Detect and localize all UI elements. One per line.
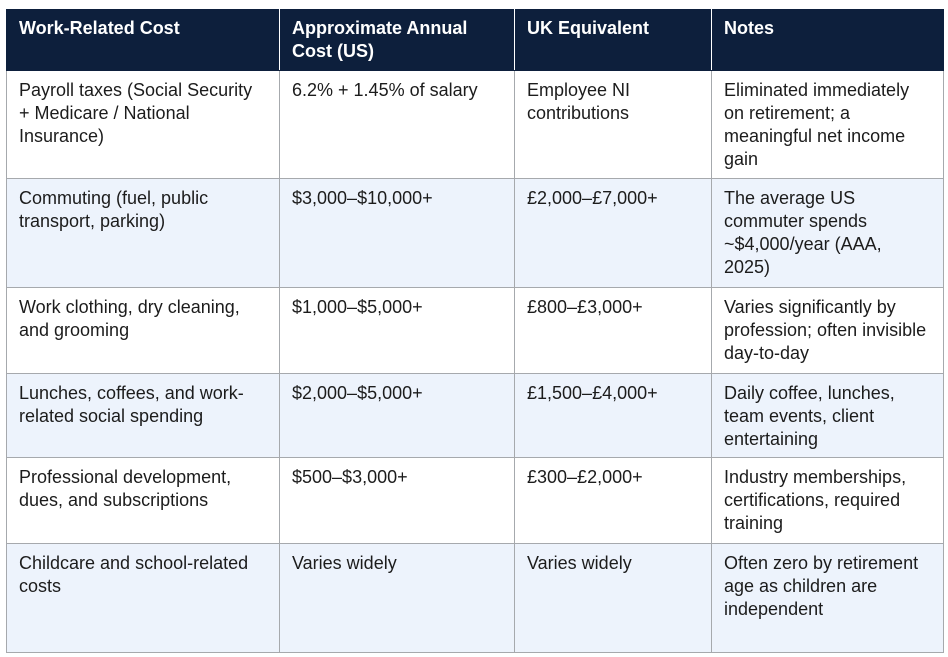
cell-notes: Industry memberships, certifications, required training — [712, 458, 944, 544]
cell-us-cost: $1,000–$5,000+ — [280, 288, 515, 374]
cell-us-cost: $500–$3,000+ — [280, 458, 515, 544]
table-row — [7, 288, 944, 374]
cell-uk-equivalent: Varies widely — [515, 544, 712, 653]
cell-cost: Payroll taxes (Social Security + Medicare / National Insurance) — [7, 71, 280, 179]
cell-cost: Work clothing, dry cleaning, and grooming — [7, 288, 280, 374]
cell-cost: Lunches, coffees, and work-related social spending — [7, 374, 280, 458]
cell-uk-equivalent: £300–£2,000+ — [515, 458, 712, 544]
cell-notes: Often zero by retirement age as children are independent — [712, 544, 944, 653]
table-row — [7, 544, 944, 653]
table-body — [7, 71, 944, 653]
table-header — [7, 10, 944, 71]
header-us-annual-cost: Approximate Annual Cost (US) — [280, 10, 515, 71]
cell-notes: Daily coffee, lunches, team events, client entertaining — [712, 374, 944, 458]
cell-us-cost: $3,000–$10,000+ — [280, 179, 515, 288]
cell-us-cost: $2,000–$5,000+ — [280, 374, 515, 458]
cell-uk-equivalent: £800–£3,000+ — [515, 288, 712, 374]
cell-us-cost: Varies widely — [280, 544, 515, 653]
table-row — [7, 179, 944, 288]
cell-notes: Eliminated immediately on retirement; a meaningful net income gain — [712, 71, 944, 179]
header-uk-equivalent: UK Equivalent — [515, 10, 712, 71]
table-row — [7, 71, 944, 179]
cell-cost: Childcare and school-related costs — [7, 544, 280, 653]
header-notes: Notes — [712, 10, 944, 71]
cell-uk-equivalent: £1,500–£4,000+ — [515, 374, 712, 458]
work-costs-table — [6, 9, 944, 653]
table-row — [7, 374, 944, 458]
header-work-related-cost: Work-Related Cost — [7, 10, 280, 71]
table-row — [7, 458, 944, 544]
cell-uk-equivalent: £2,000–£7,000+ — [515, 179, 712, 288]
cell-notes: Varies significantly by profession; often invisible day-to-day — [712, 288, 944, 374]
cell-us-cost: 6.2% + 1.45% of salary — [280, 71, 515, 179]
cell-notes: The average US commuter spends ~$4,000/year (AAA, 2025) — [712, 179, 944, 288]
cell-cost: Commuting (fuel, public transport, parking) — [7, 179, 280, 288]
cell-uk-equivalent: Employee NI contributions — [515, 71, 712, 179]
cell-cost: Professional development, dues, and subscriptions — [7, 458, 280, 544]
header-row — [7, 10, 944, 71]
